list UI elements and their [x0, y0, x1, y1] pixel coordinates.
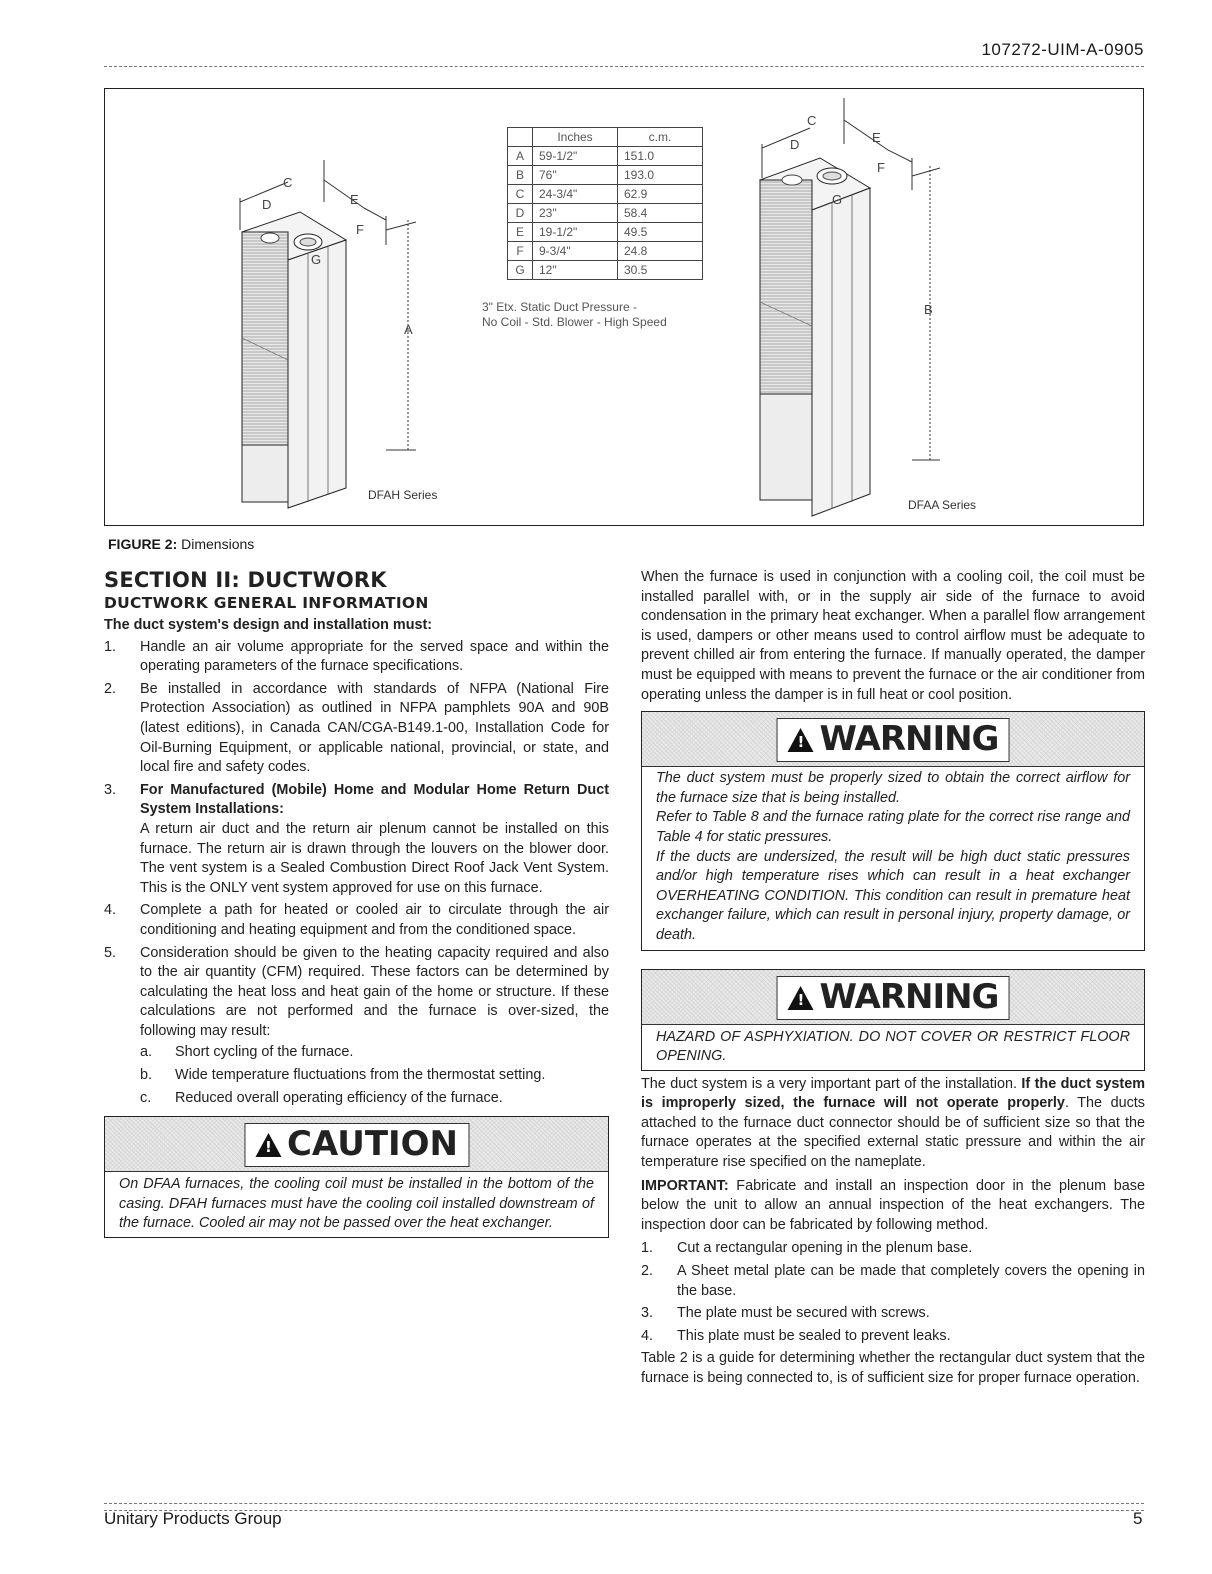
cell-cm: 24.8 — [618, 242, 703, 261]
list-item — [104, 781, 609, 899]
dim-label-e-left: E — [350, 192, 359, 207]
list-item — [104, 680, 609, 778]
left-column — [104, 568, 609, 1238]
dim-label-d-right: D — [790, 137, 800, 152]
item-number: 2. — [104, 680, 117, 697]
cell-key: A — [508, 147, 533, 166]
list-item — [104, 901, 609, 940]
list-item — [641, 1327, 1145, 1347]
dim-label-d-left: D — [262, 197, 272, 212]
list-item — [641, 1262, 1145, 1301]
item-number: 3. — [641, 1305, 654, 1322]
caution-header — [105, 1117, 608, 1172]
cell-key: C — [508, 185, 533, 204]
warning-header — [642, 712, 1144, 767]
caution-box — [104, 1116, 609, 1238]
warning-line: If the ducts are undersized, the result will be high duct static pressures and/or high temperature rises which can result in a heat exchanger OVERHEATING CONDITION. This condition can result in premature heat exchanger failure, which can result in personal injury, property damage, or death. — [656, 848, 1130, 943]
list-item — [140, 1089, 609, 1109]
figure-caption — [108, 536, 254, 552]
cooling-coil-paragraph: When the furnace is used in conjunction with a cooling coil, the coil must be installed parallel with, or in the supply air side of the furnace to avoid condensation in the primary heat exchanger. When a parallel flow arrangement is used, dampers or other means used to control airflow must be adequate to prevent chilled air from entering the furnace. If manually operated, the damper must be equipped with means to prevent the furnace or the air conditioner from operating unless the damper is in full heat or cool position. — [641, 569, 1145, 703]
item-number: 3. — [104, 781, 117, 798]
item-text: A Sheet metal plate can be made that completely covers the opening in the base. — [677, 1263, 1145, 1299]
item-letter: c. — [140, 1089, 152, 1106]
warning-badge — [777, 976, 1010, 1020]
item-letter: a. — [140, 1044, 153, 1061]
cell-inches: 23" — [533, 204, 618, 223]
list-item — [641, 1239, 1145, 1259]
duct-sizing-start: The duct system is a very important part of the installation. — [641, 1075, 1022, 1092]
dimensions-table — [507, 127, 703, 280]
table-guide-paragraph: Table 2 is a guide for determining whether the rectangular duct system that the furnace is being connected to, is of sufficient size for proper furnace operation. — [641, 1350, 1145, 1386]
important-text: Fabricate and install an inspection door in the plenum base below the unit to allow an annual inspection of the heat exchangers. The inspection door can be fabricated by following method. — [641, 1177, 1145, 1233]
cell-inches: 76" — [533, 166, 618, 185]
table-row — [508, 147, 703, 166]
item-number: 4. — [641, 1327, 654, 1344]
figure-caption-text: Dimensions — [181, 536, 255, 552]
oversize-results-list — [140, 1043, 609, 1108]
dim-label-f-right: F — [877, 160, 885, 175]
table-row — [508, 204, 703, 223]
list-item — [140, 1066, 609, 1086]
dfaa-furnace-drawing — [752, 94, 952, 524]
warning-header — [642, 970, 1144, 1025]
requirements-list — [104, 638, 609, 1109]
header-cell-cm: c.m. — [618, 128, 703, 147]
item-bold-heading: For Manufactured (Mobile) Home and Modular Home Return Duct System Installations: — [140, 781, 609, 818]
list-item — [140, 1043, 609, 1063]
table-row — [508, 242, 703, 261]
table-row — [508, 261, 703, 280]
header-rule — [104, 66, 1144, 67]
item-text: A return air duct and the return air plenum cannot be installed on this furnace. The return air is drawn through the louvers on the blower door. The vent system is a Sealed Combustion Direct Roof Jack Vent System. This is the ONLY vent system approved for use on this furnace. — [140, 820, 609, 896]
dim-label-e-right: E — [872, 130, 881, 145]
item-number: 1. — [641, 1240, 654, 1257]
warning-line: The duct system must be properly sized to obtain the correct airflow for the furnace size that is being installed. — [656, 770, 1130, 806]
cell-inches: 59-1/2" — [533, 147, 618, 166]
list-item — [641, 1304, 1145, 1324]
inspection-door-steps — [641, 1239, 1145, 1346]
dim-label-c-right: C — [807, 113, 817, 128]
item-text: The plate must be secured with screws. — [677, 1305, 930, 1322]
item-number: 5. — [104, 944, 117, 961]
duct-sizing-end: . The ducts attached to the furnace duct connector should be of sufficient size so that the furnace operates at the specified external static pressure and within the air temperature rise specified on the nameplate. — [641, 1095, 1145, 1171]
caution-text: On DFAA furnaces, the cooling coil must be installed in the bottom of the casing. DFAH furnaces must have the cooling coil installed downstream of the furnace. Cooled air may not be passed over the heat exchanger. — [119, 1176, 594, 1232]
cell-cm: 30.5 — [618, 261, 703, 280]
warning-triangle-icon — [788, 728, 814, 752]
cell-inches: 12" — [533, 261, 618, 280]
dimensions-note — [482, 300, 667, 330]
cell-cm: 62.9 — [618, 185, 703, 204]
figure-caption-label: FIGURE 2: — [108, 536, 178, 552]
section-title: SECTION II: DUCTWORK — [104, 568, 387, 592]
item-letter: b. — [140, 1067, 153, 1084]
cell-inches: 9-3/4" — [533, 242, 618, 261]
warning-line: Refer to Table 8 and the furnace rating plate for the correct rise range and Table 4 for static pressures. — [656, 809, 1130, 845]
item-text: Complete a path for heated or cooled air to circulate through the air conditioning and heating equipment and from the conditioned space. — [140, 902, 609, 938]
caution-badge — [244, 1123, 469, 1167]
warning-triangle-icon — [255, 1133, 281, 1157]
caution-label: CAUTION — [286, 1124, 459, 1165]
cell-key: B — [508, 166, 533, 185]
warning-triangle-icon — [788, 986, 814, 1010]
cell-cm: 49.5 — [618, 223, 703, 242]
warning-label: WARNING — [819, 976, 999, 1017]
footer-company: Unitary Products Group — [104, 1509, 282, 1528]
item-text: Reduced overall operating efficiency of the furnace. — [175, 1089, 503, 1106]
item-text: Cut a rectangular opening in the plenum base. — [677, 1240, 973, 1257]
dim-label-c-left: C — [283, 175, 293, 190]
dfaa-series-label: DFAA Series — [908, 498, 977, 512]
item-text: Consideration should be given to the heating capacity required and also to the air quantity (CFM) required. These factors can be determined by calculating the heat loss and heat gain of the home or structure. If these calculations are not performed and the furnace is over-sized, the following may result: — [140, 944, 609, 1039]
cell-cm: 151.0 — [618, 147, 703, 166]
warning-text: HAZARD OF ASPHYXIATION. DO NOT COVER OR RESTRICT FLOOR OPENING. — [656, 1028, 1130, 1065]
dim-label-g-left: G — [311, 252, 322, 267]
duct-sizing-bold: If the duct system is improperly sized, the furnace will not operate properly — [641, 1075, 1145, 1112]
warning-text — [642, 767, 1144, 949]
requirements-lead: The duct system's design and installation must: — [104, 617, 433, 633]
item-number: 1. — [104, 638, 117, 655]
header-cell-inches: Inches — [533, 128, 618, 147]
cell-key: D — [508, 204, 533, 223]
table-row — [508, 223, 703, 242]
item-text: Short cycling of the furnace. — [175, 1044, 354, 1061]
item-number: 4. — [104, 902, 117, 919]
cell-key: F — [508, 242, 533, 261]
table-row — [508, 166, 703, 185]
dimensions-note-line2: No Coil - Std. Blower - High Speed — [482, 315, 667, 329]
warning-box-asphyxiation — [641, 969, 1145, 1071]
page-number: 5 — [1133, 1509, 1143, 1528]
warning-box-airflow — [641, 711, 1145, 950]
important-paragraph — [641, 1177, 1145, 1236]
dfah-series-label: DFAH Series — [368, 488, 438, 502]
cell-inches: 19-1/2" — [533, 223, 618, 242]
dim-label-f-left: F — [356, 222, 364, 237]
cell-key: G — [508, 261, 533, 280]
item-text: Handle an air volume appropriate for the served space and within the operating parameters of the furnace specifications. — [140, 638, 609, 675]
header-cell-key — [508, 128, 533, 147]
dimensions-note-line1: 3" Etx. Static Duct Pressure - — [482, 300, 637, 314]
cell-cm: 58.4 — [618, 204, 703, 223]
list-item — [104, 638, 609, 677]
dim-label-a-left: A — [404, 322, 413, 337]
cell-cm: 193.0 — [618, 166, 703, 185]
document-id: 107272-UIM-A-0905 — [981, 40, 1144, 59]
cell-inches: 24-3/4" — [533, 185, 618, 204]
item-text: Be installed in accordance with standards of NFPA (National Fire Protection Association) as outlined in NFPA pamphlets 90A and 90B (latest editions), in Canada CAN/CGA-B149.1-00, Installation Code for Oil-Burning Equipment, or applicable national, provincial, or state, and local fire and safety codes. — [140, 680, 609, 776]
list-item — [104, 944, 609, 1109]
table-row — [508, 185, 703, 204]
duct-sizing-paragraph — [641, 1075, 1145, 1173]
dim-label-g-right: G — [832, 192, 843, 207]
warning-label: WARNING — [819, 719, 999, 760]
warning-badge — [777, 718, 1010, 762]
dimensions-table-header — [508, 128, 703, 147]
subsection-title: DUCTWORK GENERAL INFORMATION — [104, 594, 429, 612]
right-column — [641, 568, 1145, 1389]
item-text: This plate must be sealed to prevent leaks. — [677, 1327, 951, 1344]
item-text: Wide temperature fluctuations from the thermostat setting. — [175, 1067, 546, 1084]
cell-key: E — [508, 223, 533, 242]
important-label: IMPORTANT: — [641, 1177, 729, 1194]
item-number: 2. — [641, 1263, 654, 1280]
dim-label-b-right: B — [924, 302, 933, 317]
